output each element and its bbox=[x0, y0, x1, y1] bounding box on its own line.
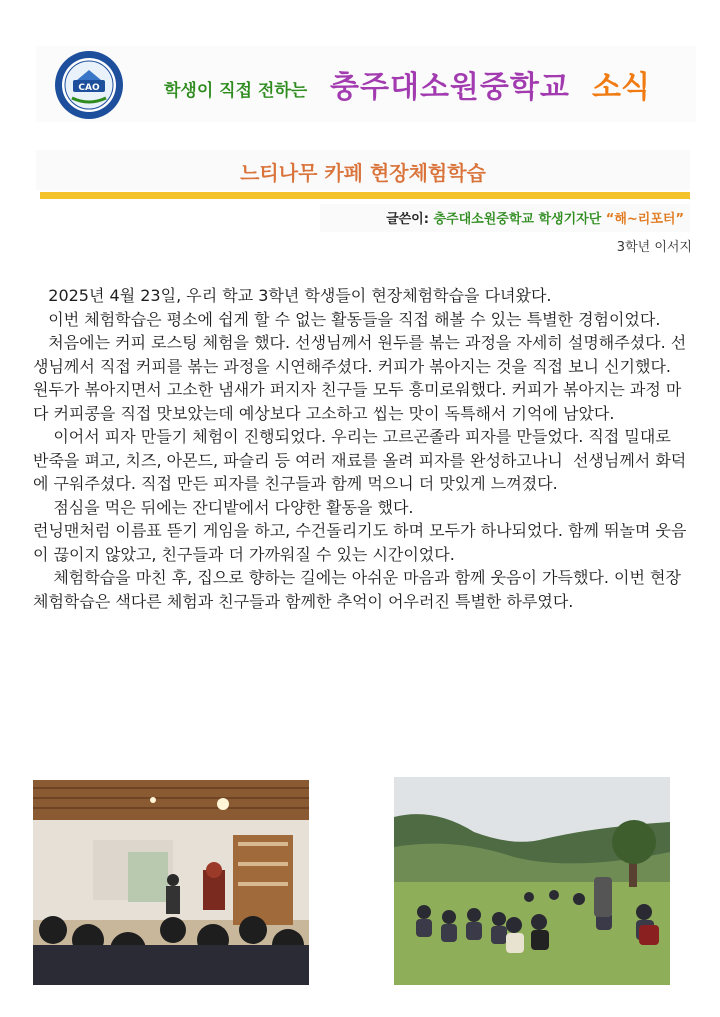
article-body bbox=[33, 284, 689, 613]
newsletter-header bbox=[36, 46, 696, 122]
writer-name: 3학년 이서지 bbox=[616, 240, 692, 255]
byline-box bbox=[320, 204, 690, 232]
article-paragraph: 2025년 4월 23일, 우리 학교 3학년 학생들이 현장체험학습을 다녀왔다. bbox=[33, 286, 552, 305]
article-paragraph: 이어서 피자 만들기 체험이 진행되었다. 우리는 고르곤졸라 피자를 만들었다. 직접 밀대로 반죽을 펴고, 치즈, 아몬드, 파슬리 등 여러 재료를 올려 피자를 완성하고나니 선생님께서 화덕에 구워주셨다. 직접 만든 피자를 친구들과 함께 먹으니 더 맛있게 느껴졌다. bbox=[33, 427, 687, 493]
byline-reporter: “해~리포터” bbox=[605, 212, 684, 227]
article-paragraph: 처음에는 커피 로스팅 체험을 했다. 선생님께서 원두를 볶는 과정을 자세히 설명해주셨다. 선생님께서 직접 커피를 볶는 과정을 시연해주셨다. 커피가 볶아지는 것을 직접 보니 신기했다. 원두가 볶아지면서 고소한 냄새가 퍼지자 친구들 모두 흥미로워했다. 커피가 볶아지는 과정 마다 커피콩을 직접 맛보았는데 예상보다 고소하고 씹는 맛이 독특해서 기억에 남았다. bbox=[33, 333, 687, 423]
article-paragraph: 런닝맨처럼 이름표 뜯기 게임을 하고, 수건돌리기도 하며 모두가 하나되었다. 함께 뛰놀며 웃음이 끊이지 않았고, 친구들과 더 가까워질 수 있는 시간이었다. bbox=[33, 521, 687, 564]
photo-coffee-roasting bbox=[33, 780, 309, 985]
byline-group: 충주대소원중학교 학생기자단 bbox=[433, 212, 602, 227]
article-paragraph: 점심을 먹은 뒤에는 잔디밭에서 다양한 활동을 했다. bbox=[33, 497, 414, 517]
school-emblem-icon bbox=[54, 50, 124, 120]
header-tagline: 학생이 직접 전하는 bbox=[164, 81, 308, 101]
byline bbox=[386, 208, 684, 227]
header-school-name: 충주대소원중학교 bbox=[330, 70, 570, 105]
header-news-word: 소식 bbox=[592, 70, 650, 105]
article-paragraph: 체험학습을 마친 후, 집으로 향하는 길에는 아쉬운 마음과 함께 웃음이 가득했다. 이번 현장체험학습은 색다른 체험과 친구들과 함께한 추억이 어우러진 특별한 하루였다. bbox=[33, 568, 681, 611]
photo-lawn-activity bbox=[394, 777, 670, 985]
article-title-box bbox=[36, 150, 690, 190]
title-divider bbox=[40, 192, 690, 199]
article-title: 느티나무 카페 현장체험학습 bbox=[240, 161, 486, 185]
svg-text:CAO: CAO bbox=[78, 83, 100, 93]
byline-label: 글쓴이: bbox=[386, 212, 429, 227]
article-paragraph: 이번 체험학습은 평소에 쉽게 할 수 없는 활동들을 직접 해볼 수 있는 특별한 경험이었다. bbox=[33, 309, 661, 329]
